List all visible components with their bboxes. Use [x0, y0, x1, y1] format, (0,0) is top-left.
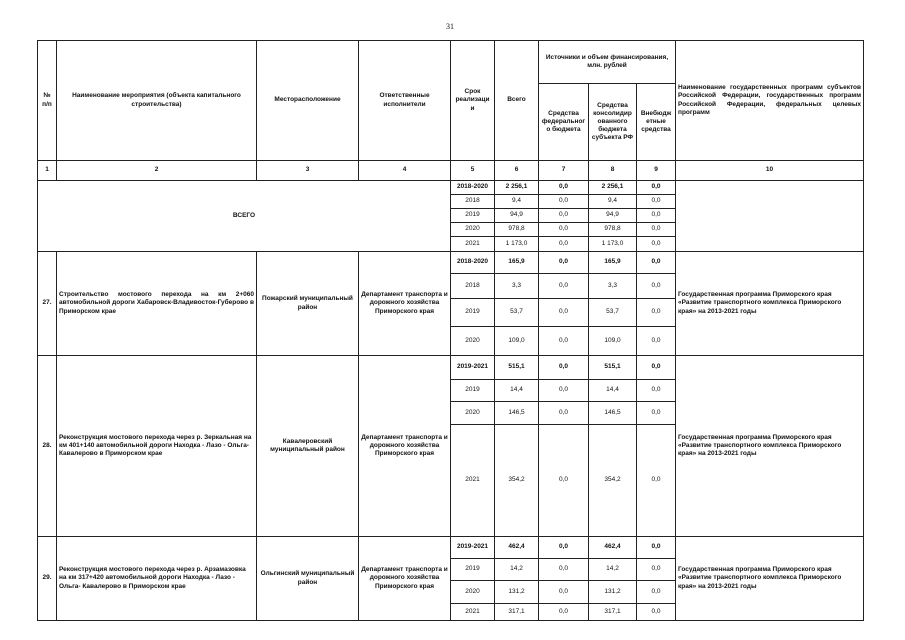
- period-cell: 2019-2021: [451, 356, 495, 380]
- header-federal: Средства федеральног о бюджета: [539, 84, 589, 161]
- total-cell: 3,3: [495, 274, 539, 299]
- regional-cell: 515,1: [589, 356, 637, 380]
- regional-cell: 354,2: [589, 425, 637, 537]
- regional-cell: 14,4: [589, 380, 637, 402]
- regional-cell: 146,5: [589, 402, 637, 425]
- offbudget-cell: 0,0: [637, 356, 676, 380]
- item-location: Пожарский муниципальный район: [257, 252, 359, 356]
- federal-cell: 0,0: [539, 425, 589, 537]
- table-row: [38, 181, 864, 195]
- offbudget-cell: 0,0: [637, 425, 676, 537]
- header-executors: Ответственные исполнители: [359, 41, 451, 161]
- item-num: 27.: [38, 252, 57, 356]
- total-cell: 14,2: [495, 559, 539, 581]
- period-cell: 2019: [451, 299, 495, 327]
- item-location: Ольгинский муниципальный район: [257, 537, 359, 621]
- offbudget-cell: 0,0: [637, 223, 676, 237]
- regional-cell: 978,8: [589, 223, 637, 237]
- header-offbudget: Внебюдж етные средства: [637, 84, 676, 161]
- federal-cell: 0,0: [539, 356, 589, 380]
- header-location: Месторасположение: [257, 41, 359, 161]
- col-number: 1: [38, 161, 57, 181]
- col-number: 8: [589, 161, 637, 181]
- col-number: 2: [57, 161, 257, 181]
- header-programs: Наименование государственных программ субъектов Российской Федерации, государственных программ Российской Федерации, федеральных целевых программ: [676, 41, 864, 161]
- item-executor: Департамент транспорта и дорожного хозяйства Приморского края: [359, 356, 451, 537]
- federal-cell: 0,0: [539, 195, 589, 209]
- col-number: 4: [359, 161, 451, 181]
- federal-cell: 0,0: [539, 223, 589, 237]
- total-cell: 515,1: [495, 356, 539, 380]
- total-cell: 1 173,0: [495, 237, 539, 252]
- period-cell: 2020: [451, 327, 495, 356]
- federal-cell: 0,0: [539, 604, 589, 621]
- offbudget-cell: 0,0: [637, 559, 676, 581]
- col-number: 9: [637, 161, 676, 181]
- item-location: Кавалеровский муниципальный район: [257, 356, 359, 537]
- regional-cell: 3,3: [589, 274, 637, 299]
- federal-cell: 0,0: [539, 537, 589, 559]
- offbudget-cell: 0,0: [637, 537, 676, 559]
- federal-cell: 0,0: [539, 181, 589, 195]
- offbudget-cell: 0,0: [637, 299, 676, 327]
- item-program: Государственная программа Приморского края «Развитие транспортного комплекса Приморского края» на 2013-2021 годы: [676, 252, 864, 356]
- regional-cell: 14,2: [589, 559, 637, 581]
- item-num: 29.: [38, 537, 57, 621]
- total-program-cell: [676, 181, 864, 252]
- offbudget-cell: 0,0: [637, 195, 676, 209]
- item-program: Государственная программа Приморского края «Развитие транспортного комплекса Приморского края» на 2013-2021 годы: [676, 537, 864, 621]
- table-row: [38, 356, 864, 380]
- header-total: Всего: [495, 41, 539, 161]
- total-cell: 109,0: [495, 327, 539, 356]
- offbudget-cell: 0,0: [637, 327, 676, 356]
- header-period: Срок реализаци и: [451, 41, 495, 161]
- offbudget-cell: 0,0: [637, 252, 676, 274]
- period-cell: 2018-2020: [451, 181, 495, 195]
- period-cell: 2019-2021: [451, 537, 495, 559]
- federal-cell: 0,0: [539, 299, 589, 327]
- total-cell: 131,2: [495, 581, 539, 604]
- federal-cell: 0,0: [539, 380, 589, 402]
- period-cell: 2018: [451, 195, 495, 209]
- col-number: 10: [676, 161, 864, 181]
- total-cell: 462,4: [495, 537, 539, 559]
- federal-cell: 0,0: [539, 327, 589, 356]
- total-cell: 146,5: [495, 402, 539, 425]
- regional-cell: 109,0: [589, 327, 637, 356]
- col-number: 6: [495, 161, 539, 181]
- item-executor: Департамент транспорта и дорожного хозяйства Приморского края: [359, 252, 451, 356]
- item-name: Реконструкция мостового перехода через р. Арзамазовка на км 317+420 автомобильной дороги Находка - Лазо - Ольга- Кавалерово в Приморском крае: [57, 537, 257, 621]
- item-program: Государственная программа Приморского края «Развитие транспортного комплекса Приморского края» на 2013-2021 годы: [676, 356, 864, 537]
- total-cell: 2 256,1: [495, 181, 539, 195]
- item-executor: Департамент транспорта и дорожного хозяйства Приморского края: [359, 537, 451, 621]
- period-cell: 2019: [451, 559, 495, 581]
- item-name: Реконструкция мостового перехода через р. Зеркальная на км 401+140 автомобильной дороги Находка - Лазо - Ольга- Кавалерово в Приморском крае: [57, 356, 257, 537]
- col-number: 3: [257, 161, 359, 181]
- total-cell: 354,2: [495, 425, 539, 537]
- period-cell: 2018-2020: [451, 252, 495, 274]
- total-cell: 53,7: [495, 299, 539, 327]
- period-cell: 2021: [451, 425, 495, 537]
- period-cell: 2021: [451, 237, 495, 252]
- regional-cell: 53,7: [589, 299, 637, 327]
- header-name: Наименование мероприятия (объекта капитального строительства): [57, 41, 257, 161]
- period-cell: 2019: [451, 209, 495, 223]
- period-cell: 2020: [451, 581, 495, 604]
- regional-cell: 462,4: [589, 537, 637, 559]
- header-regional: Средства консолидир ованного бюджета субъекта РФ: [589, 84, 637, 161]
- total-cell: 165,9: [495, 252, 539, 274]
- offbudget-cell: 0,0: [637, 181, 676, 195]
- total-cell: 94,9: [495, 209, 539, 223]
- offbudget-cell: 0,0: [637, 581, 676, 604]
- page-number: 31: [446, 22, 454, 31]
- total-cell: 9,4: [495, 195, 539, 209]
- col-number: 5: [451, 161, 495, 181]
- regional-cell: 131,2: [589, 581, 637, 604]
- federal-cell: 0,0: [539, 209, 589, 223]
- header-num: № п/п: [38, 41, 57, 161]
- total-cell: 14,4: [495, 380, 539, 402]
- table-row: [38, 537, 864, 559]
- offbudget-cell: 0,0: [637, 402, 676, 425]
- col-number: 7: [539, 161, 589, 181]
- period-cell: 2021: [451, 604, 495, 621]
- offbudget-cell: 0,0: [637, 209, 676, 223]
- period-cell: 2019: [451, 380, 495, 402]
- federal-cell: 0,0: [539, 237, 589, 252]
- regional-cell: 9,4: [589, 195, 637, 209]
- total-cell: 317,1: [495, 604, 539, 621]
- item-name: Строительство мостового перехода на км 2+060 автомобильной дороги Хабаровск-Владивосток-Губерово в Приморском крае: [57, 252, 257, 356]
- offbudget-cell: 0,0: [637, 274, 676, 299]
- column-numbers-row: [38, 161, 864, 181]
- table-row: [38, 252, 864, 274]
- period-cell: 2020: [451, 223, 495, 237]
- federal-cell: 0,0: [539, 581, 589, 604]
- federal-cell: 0,0: [539, 402, 589, 425]
- financing-table: [37, 40, 864, 621]
- regional-cell: 1 173,0: [589, 237, 637, 252]
- period-cell: 2020: [451, 402, 495, 425]
- offbudget-cell: 0,0: [637, 604, 676, 621]
- total-cell: 978,8: [495, 223, 539, 237]
- offbudget-cell: 0,0: [637, 380, 676, 402]
- period-cell: 2018: [451, 274, 495, 299]
- regional-cell: 2 256,1: [589, 181, 637, 195]
- federal-cell: 0,0: [539, 274, 589, 299]
- regional-cell: 317,1: [589, 604, 637, 621]
- total-label: ВСЕГО: [38, 181, 451, 252]
- federal-cell: 0,0: [539, 559, 589, 581]
- header-sources: Источники и объем финансирования, млн. рублей: [539, 41, 676, 84]
- item-num: 28.: [38, 356, 57, 537]
- federal-cell: 0,0: [539, 252, 589, 274]
- regional-cell: 165,9: [589, 252, 637, 274]
- offbudget-cell: 0,0: [637, 237, 676, 252]
- regional-cell: 94,9: [589, 209, 637, 223]
